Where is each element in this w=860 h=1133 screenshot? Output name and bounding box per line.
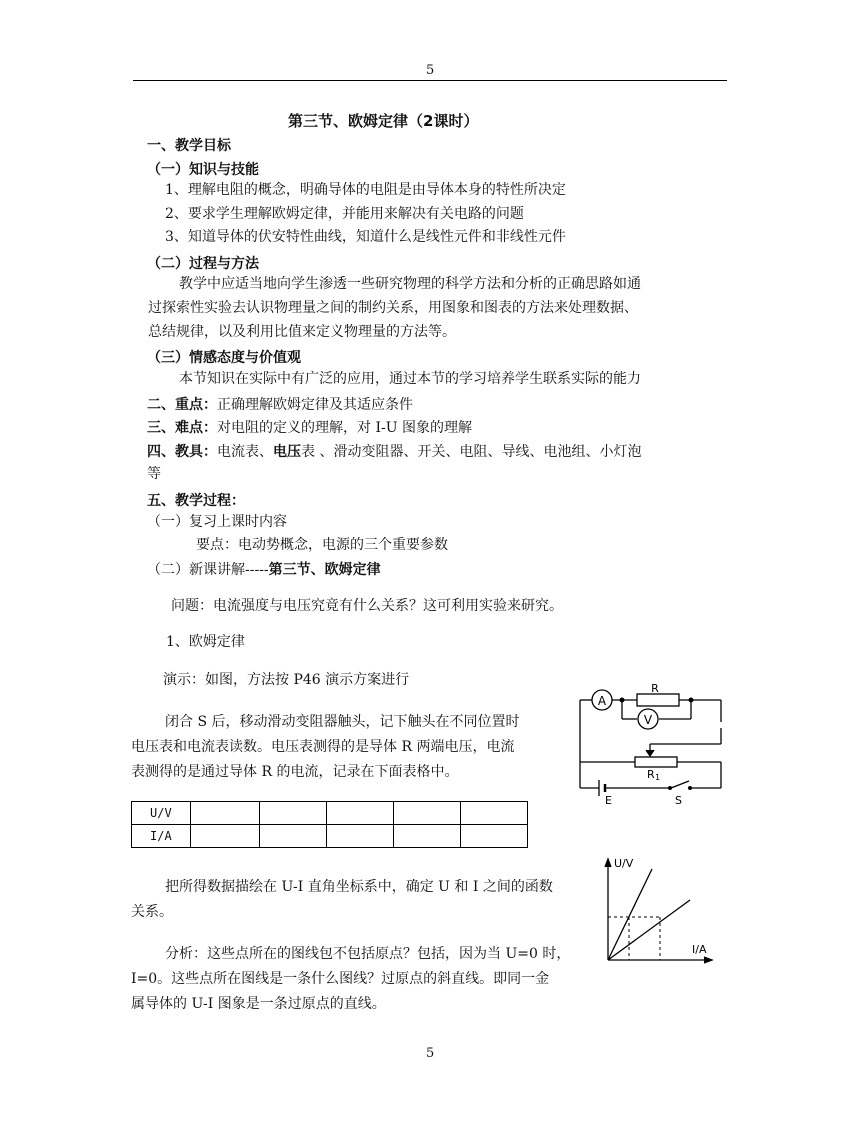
plot-text-line-2: 关系。 [131,904,173,920]
voltmeter-label: V [643,713,653,727]
data-table [131,801,528,848]
equipment-label: 四、教具： [147,444,217,460]
equipment-text-1: 电流表、 [217,444,273,460]
key-point-row [147,394,413,414]
battery-label: E [605,794,612,804]
objective-item-2: 2、要求学生理解欧姆定律，并能用来解决有关电路的问题 [165,206,524,222]
difficulty-text: 对电阻的定义的理解，对 I-U 图象的理解 [217,420,472,436]
procedure-line-1: 闭合 S 后，移动滑动变阻器触头，记下触头在不同位置时 [165,714,520,730]
demo-text: 演示：如图，方法按 P46 演示方案进行 [163,672,410,688]
equipment-line-2: 等 [147,466,161,482]
resistor-label: R [651,684,659,695]
process-method-line-1: 教学中应适当地向学生渗透一些研究物理的科学方法和分析的正确思路如通 [179,276,641,292]
table-cell [394,802,461,825]
objective-item-1: 1、理解电阻的概念，明确导体的电阻是由导体本身的特性所决定 [165,182,566,198]
table-cell [327,802,394,825]
subheading-attitude: （三）情感态度与价值观 [147,350,301,366]
header-rule [133,80,727,81]
table-row [132,802,528,825]
attitude-paragraph: 本节知识在实际中有广泛的应用，通过本节的学习培养学生联系实际的能力 [179,371,641,387]
x-axis-label: I/A [692,943,707,956]
table-cell [191,802,260,825]
rheostat-subscript: 1 [655,773,661,782]
objective-item-3: 3、知道导体的伏安特性曲线，知道什么是线性元件和非线性元件 [165,229,566,245]
table-cell [260,802,327,825]
rheostat-label: R [647,768,655,781]
subheading-knowledge: （一）知识与技能 [147,162,259,178]
table-row [132,825,528,848]
circuit-diagram [575,684,730,804]
page-title: 第三节、欧姆定律（2课时） [288,112,479,130]
table-cell [394,825,461,848]
key-point-label: 二、重点： [147,397,217,413]
difficulty-row [147,417,472,437]
key-point-text: 正确理解欧姆定律及其适应条件 [217,397,413,413]
new-lesson-heading [147,559,381,579]
plot-text-line-1: 把所得数据描绘在 U-I 直角坐标系中，确定 U 和 I 之间的函数 [165,879,553,895]
table-row-header-voltage: U/V [132,802,191,825]
table-cell [260,825,327,848]
y-axis-label: U/V [614,857,634,870]
ui-graph [600,855,720,970]
new-lesson-prefix: （二）新课讲解----- [147,562,269,578]
ammeter-label: A [597,694,607,708]
table-cell [461,825,528,848]
difficulty-label: 三、难点： [147,420,217,436]
table-cell [327,825,394,848]
process-method-line-3: 总结规律，以及利用比值来定义物理量的方法等。 [148,324,456,340]
analysis-line-1: 分析：这些点所在的图线包不包括原点？包括，因为当 U=0 时， [165,946,571,962]
analysis-line-3: 属导体的 U-I 图象是一条过原点的直线。 [131,996,386,1012]
footer-page-number: 5 [426,1046,435,1061]
analysis-line-2: I=0。这些点所在图线是一条什么图线？过原点的斜直线。即同一金 [131,971,550,987]
review-points: 要点：电动势概念，电源的三个重要参数 [196,537,448,553]
section-heading-process: 五、教学过程： [147,493,245,509]
procedure-line-3: 表测得的是通过导体 R 的电流，记录在下面表格中。 [131,764,459,780]
question-text: 问题：电流强度与电压究竟有什么关系？这可利用实验来研究。 [171,598,563,614]
process-method-line-2: 过探索性实验去认识物理量之间的制约关系，用图象和图表的方法来处理数据、 [148,300,638,316]
table-cell [191,825,260,848]
new-lesson-title: 第三节、欧姆定律 [268,562,381,578]
header-page-number: 5 [426,63,435,78]
table-cell [461,802,528,825]
equipment-row [147,441,641,461]
steep-line [608,869,652,960]
equipment-text-2: 表 、滑动变阻器、开关、电阻、导线、电池组、小灯泡 [301,444,642,460]
section-heading-objectives: 一、教学目标 [147,138,231,154]
shallow-line [608,900,690,960]
table-row-header-current: I/A [132,825,191,848]
review-heading: （一）复习上课时内容 [147,514,287,530]
equipment-bold-voltage: 电压 [273,444,301,460]
switch-label: S [675,794,682,804]
ohms-law-heading: 1、欧姆定律 [166,634,245,650]
procedure-line-2: 电压表和电流表读数。电压表测得的是导体 R 两端电压，电流 [131,739,515,755]
subheading-process-method: （二）过程与方法 [147,256,259,272]
